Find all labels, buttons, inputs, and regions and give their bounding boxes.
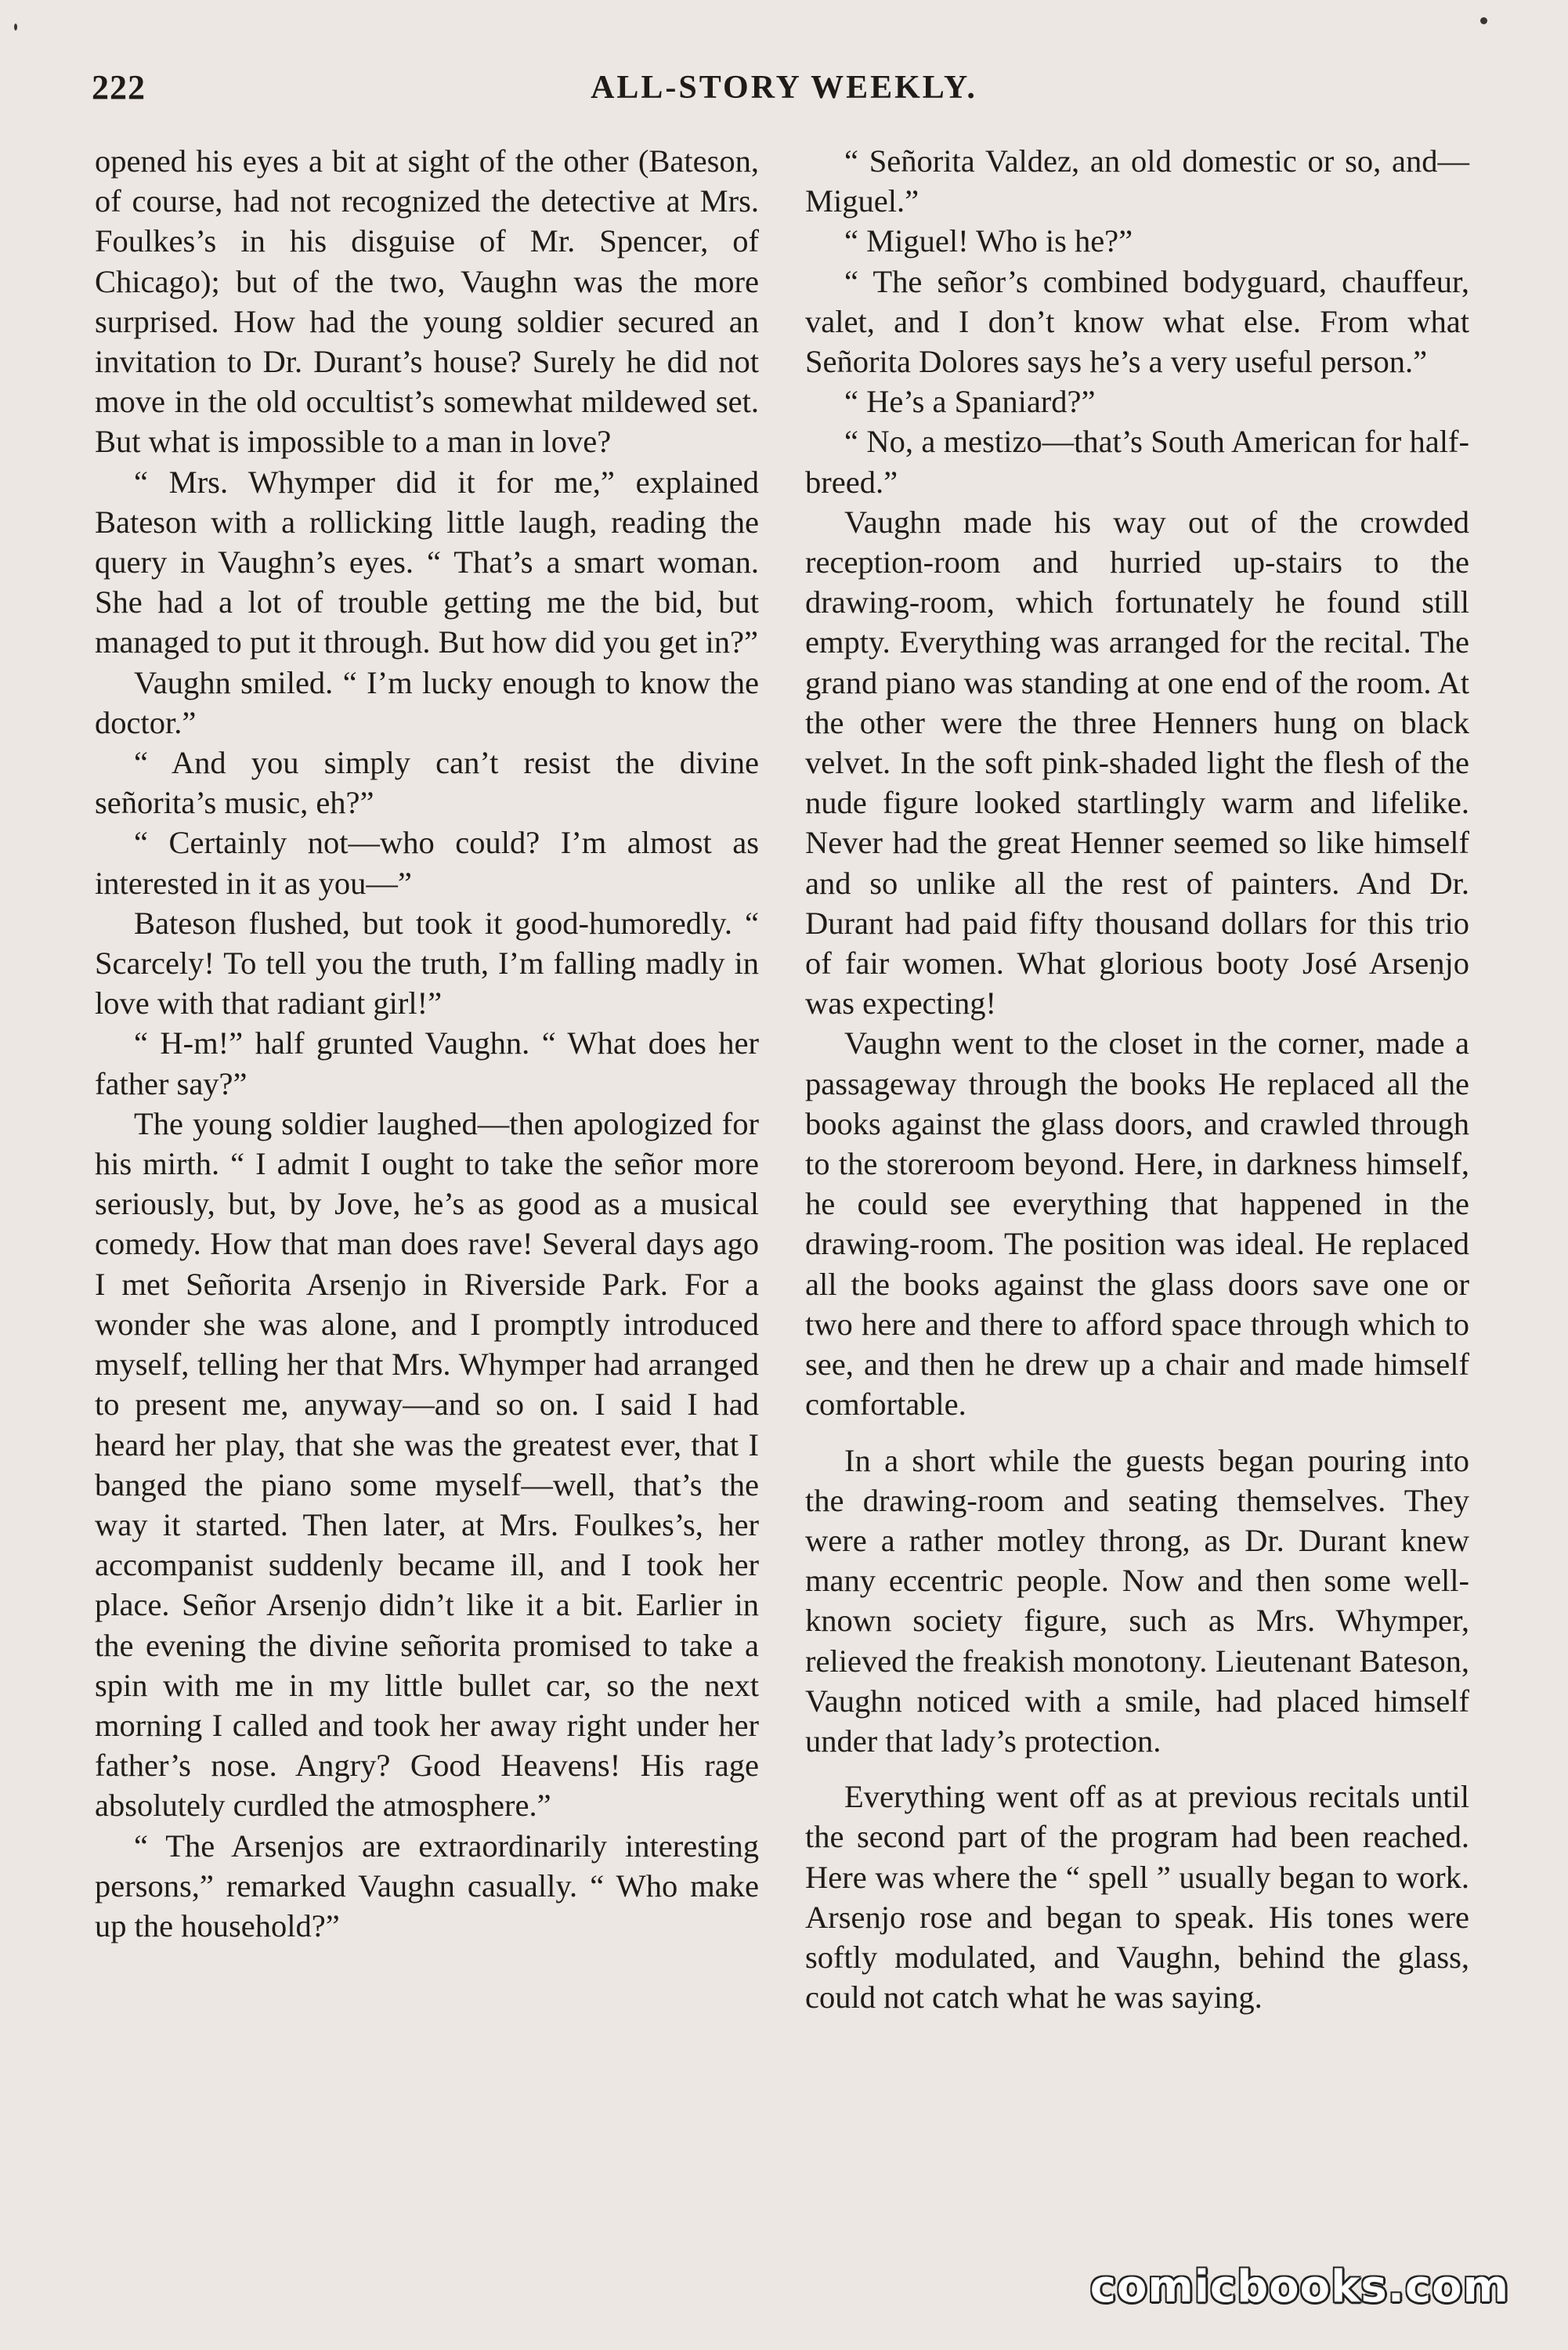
- paragraph: Vaughn went to the closet in the corner, made a passageway through the books He replaced all the books against the glass doors, and crawled through to the storeroom beyond. Here, in darkness himself, he could see everything that happened in the drawing-room. The position was ideal. He replaced all the books against the glass doors save one or two here and there to afford space through which to see, and then he drew up a chair and made himself comfortable.: [805, 1025, 1469, 1423]
- paragraph: “ The Arsenjos are extraordinarily interesting persons,” remarked Vaughn casually. “ Who make up the household?”: [95, 1828, 759, 1943]
- paragraph: “ No, a mestizo—that’s South American for half-breed.”: [805, 424, 1469, 500]
- left-column: [95, 141, 759, 1946]
- watermark: comicbooks.com: [1089, 2261, 1509, 2312]
- ink-speck: [14, 24, 17, 31]
- paragraph: Vaughn smiled. “ I’m lucky enough to know the doctor.”: [95, 664, 759, 740]
- paragraph: Vaughn made his way out of the crowded reception-room and hurried up-stairs to the drawing-room, which fortunately he found still empty. Everything was arranged for the recital. The grand piano was standing at one end of the room. At the other were the three Henners hung on black velvet. In the soft pink-shaded light the flesh of the nude figure looked startlingly warm and lifelike. Never had the great Henner seemed so like himself and so unlike all the rest of painters. And Dr. Durant had paid fifty thousand dollars for this trio of fair women. What glorious booty José Arsenjo was expecting!: [805, 504, 1469, 1021]
- paragraph: Bateson flushed, but took it good-humoredly. “ Scarcely! To tell you the truth, I’m falling madly in love with that radiant girl!”: [95, 905, 759, 1021]
- paragraph: “ Mrs. Whymper did it for me,” explained Bateson with a rollicking little laugh, reading the query in Vaughn’s eyes. “ That’s a smart woman. She had a lot of trouble getting me the bid, but managed to put it through. But how did you get in?”: [95, 464, 759, 660]
- paragraph: “ The señor’s combined bodyguard, chauffeur, valet, and I don’t know what else. From what Señorita Dolores says he’s a very useful person.”: [805, 263, 1469, 380]
- paragraph: The young soldier laughed—then apologized for his mirth. “ I admit I ought to take the señor more seriously, but, by Jove, he’s as good as a musical comedy. How that man does rave! Several days ago I met Señorita Arsenjo in Riverside Park. For a wonder she was alone, and I promptly introduced myself, telling her that Mrs. Whymper had arranged to present me, anyway—and so on. I said I had heard her play, that she was the greatest ever, that I banged the piano some myself—well, that’s the way it started. Then later, at Mrs. Foulkes’s, her accompanist suddenly became ill, and I took her place. Señor Arsenjo didn’t like it a bit. Earlier in the evening the divine señorita promised to take a spin with me in my little bullet car, so the next morning I called and took her away right under her father’s nose. Angry? Good Heavens! His rage absolutely curdled the atmosphere.”: [95, 1105, 759, 1824]
- paragraph: “ And you simply can’t resist the divine señorita’s music, eh?”: [95, 745, 759, 821]
- paragraph: opened his eyes a bit at sight of the other (Bateson, of course, had not recognized the detective at Mrs. Foulkes’s in his disguise of Mr. Spencer, of Chicago); but of the two, Vaughn was the more surprised. How had the young soldier secured an invitation to Dr. Durant’s house? Surely he did not move in the old occultist’s somewhat mildewed set. But what is impossible to a man in love?: [95, 143, 759, 460]
- page-number: 222: [92, 68, 146, 107]
- paragraph: “ Certainly not—who could? I’m almost as interested in it as you—”: [95, 825, 759, 901]
- running-head: ALL-STORY WEEKLY.: [591, 70, 977, 106]
- paragraph: “ He’s a Spaniard?”: [844, 384, 1096, 420]
- paragraph: In a short while the guests began pouring into the drawing-room and seating themselves. They were a rather motley throng, as Dr. Durant knew many eccentric people. Now and then some well-known society figure, such as Mrs. Whymper, relieved the freakish monotony. Lieutenant Bateson, Vaughn noticed with a smile, had placed himself under that lady’s protection.: [805, 1442, 1469, 1759]
- paragraph: “ Señorita Valdez, an old domestic or so, and—Miguel.”: [805, 143, 1469, 219]
- paragraph: “ H-m!” half grunted Vaughn. “ What does her father say?”: [95, 1025, 759, 1101]
- right-column: [805, 141, 1469, 2017]
- paragraph: “ Miguel! Who is he?”: [844, 223, 1133, 259]
- ink-speck: [1480, 17, 1487, 24]
- paragraph: Everything went off as at previous recitals until the second part of the program had been reached. Here was where the “ spell ” usually began to work. Arsenjo rose and began to speak. His tones were softly modulated, and Vaughn, behind the glass, could not catch what he was saying.: [805, 1779, 1469, 2016]
